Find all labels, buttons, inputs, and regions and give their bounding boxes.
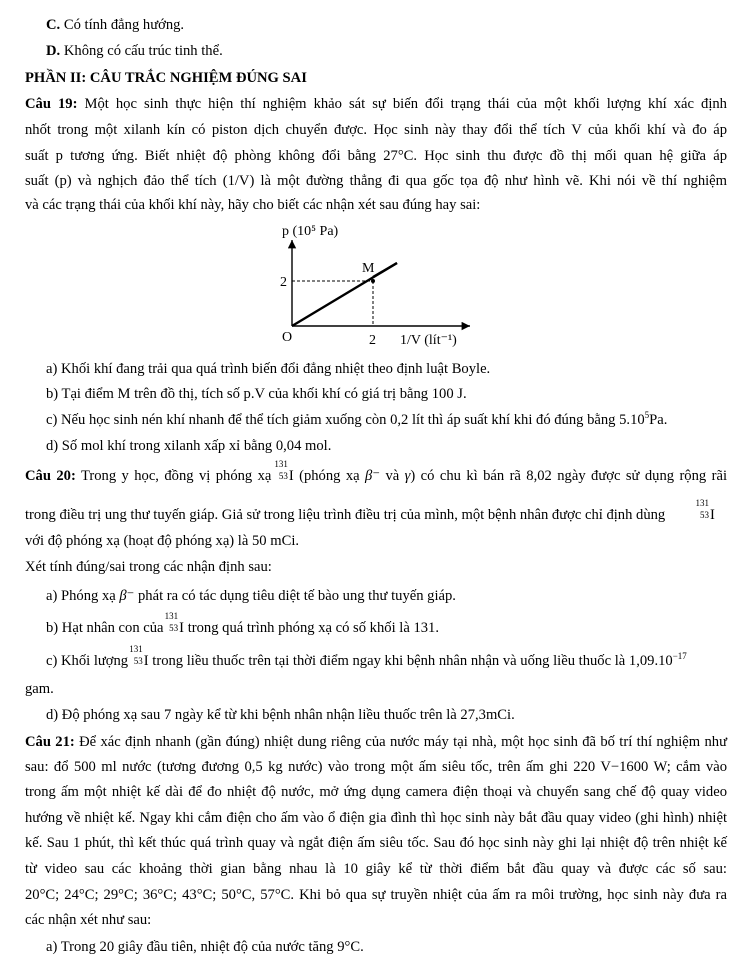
q21-mass-value: 0,5 kg (244, 759, 283, 775)
iodine-131-isotope (129, 644, 144, 666)
q21-statement-a (46, 938, 364, 956)
q20-label: Câu 20: (25, 468, 76, 484)
q19-line-1 (25, 95, 727, 113)
q20-text-1a: Trong y học, đồng vị phóng xạ (75, 468, 277, 484)
line-segment-upper (373, 263, 397, 277)
q20-line-2: trong điều trị ung thư tuyến giáp. Giả sử trong liệu trình điều trị của mình, một bệnh nhân được chỉ định dùng (25, 507, 666, 523)
q21-line-5: kế. Sau 1 phút, thì kết thúc quá trình quay và ngắt điện ấm siêu tốc. Sau đó học sinh này ghi lại nhiệt độ trên nhiệt kế (25, 835, 727, 851)
q19-line-2: nhốt trong một xilanh kín có piston dịch chuyển được. Học sinh này thay đổi thể tích V của khối khí và đo áp (25, 122, 727, 138)
q20-statement-c (46, 644, 687, 670)
q20-text-1b: (phóng xạ (293, 468, 366, 484)
q21-line-4: hướng về nhiệt kế. Ngay khi cắm điện cho ấm vào ổ điện gia đình thì học sinh này bắt đầu quay video (ghi hình) nhiệt (25, 810, 727, 826)
q21-line-3: trong ấm một nhiệt kế dài để đo nhiệt độ nước, mở ứng dụng camera điện thoại và chuyển sang chế độ quay video (25, 784, 727, 800)
option-c-text: Có tính đẳng hướng. (60, 17, 185, 33)
point-m (371, 279, 375, 283)
isotope-symbol: I (143, 653, 149, 669)
q20-text-1c: và (380, 468, 405, 484)
q19-d-value: 0,04 mol (275, 438, 328, 454)
q19-statement-a: a) Khối khí đang trải qua quá trình biến đổi đẳng nhiệt theo định luật Boyle. (46, 361, 491, 377)
option-d-label: D. (46, 43, 61, 59)
q21-line-6: từ video sau các khoảng thời gian bằng nhau là 10 giây kể từ thời điểm bắt đầu quay và được các số sau: (25, 861, 727, 877)
q20-line-3 (25, 532, 299, 550)
q21-text-2b: nước) vào trong một ấm siêu tốc, trên ấm ghi (282, 759, 574, 775)
isotope-atomic-number: 53 (169, 623, 179, 633)
q20-intro: Xét tính đúng/sai trong các nhận định sau: (25, 559, 272, 575)
q19-line-4: suất (p) và nghịch đảo thể tích (1/V) là một đường thẳng đi qua gốc tọa độ như hình vẽ. Khi nói về thí nghiệm (25, 173, 727, 189)
origin-label: O (282, 330, 293, 345)
q21-temperature-readings: 20°C; 24°C; 29°C; 36°C; 43°C; 50°C, 57°C (25, 887, 291, 903)
isotope-mass: 131 (274, 459, 288, 469)
q19-c-unit: Pa. (649, 412, 668, 428)
q19-d-end: . (327, 438, 332, 454)
isotope-mass: 131 (164, 611, 179, 621)
q20-d-value: 27,3mCi (460, 707, 512, 723)
q21-a-text: a) Trong 20 giây đầu tiên, nhiệt độ của nước tăng (46, 939, 338, 955)
q21-line-8: các nhận xét như sau: (25, 912, 152, 928)
beta-minus-symbol: β⁻ (365, 468, 381, 484)
q19-statement-c (46, 411, 667, 429)
option-c (46, 16, 184, 34)
q19-text-3a: suất p tương ứng. Biết nhiệt độ phòng không đổi bằng (25, 148, 384, 164)
x-tick-label: 2 (369, 333, 376, 348)
q19-c-text: c) Nếu học sinh nén khí nhanh để thể tích giảm xuống còn 0,2 lít thì áp suất khí khi đó đúng bằng (46, 412, 620, 428)
q20-c-value: 1,09.10 (628, 653, 673, 669)
y-tick-label: 2 (280, 275, 287, 290)
q20-line-1 (25, 459, 727, 485)
section-title: PHẦN II: CÂU TRẮC NGHIỆM ĐÚNG SAI (25, 70, 307, 86)
q21-text-2a: sau: đổ 500 ml nước (tương đương (25, 759, 245, 775)
iodine-131-isotope (164, 611, 179, 633)
q21-line-7 (25, 886, 727, 904)
option-c-label: C. (46, 17, 61, 33)
x-axis-label: 1/V (lít⁻¹) (400, 333, 457, 348)
q20-statement-b (46, 611, 439, 637)
q21-line-2 (25, 758, 727, 776)
iodine-131-isotope (695, 498, 710, 520)
q21-text-7b: . Khi bỏ qua sự truyền nhiệt của ấm ra môi trường, học sinh này đưa ra (290, 887, 727, 903)
q20-a-text: a) Phóng xạ (46, 588, 120, 604)
option-d-text: Không có cấu trúc tinh thể. (60, 43, 223, 59)
p-vs-inverse-volume-graph (270, 220, 510, 350)
isotope-symbol: I (179, 620, 185, 636)
q21-text-1: Để xác định nhanh (gần đúng) nhiệt dung riêng của nước máy tại nhà, một học sinh đã bố trí thí nghiệm như (74, 734, 727, 750)
q21-a-end: . (360, 939, 364, 955)
q20-text-1d: ) có chu kì bán rã 8,02 ngày được sử dụng rộng rãi (410, 468, 727, 484)
q20-d-end: . (511, 707, 515, 723)
q20-c-text: c) Khối lượng (46, 653, 132, 669)
q21-text-2c: ; cắm vào (666, 759, 727, 775)
q20-c-unit: gam. (25, 681, 54, 697)
point-m-label: M (362, 261, 375, 276)
q20-line-2-isotope (695, 498, 715, 524)
q19-c-exponent: 5 (644, 410, 650, 421)
isotope-atomic-number: 53 (700, 510, 709, 520)
isotope-symbol: I (288, 468, 294, 484)
q19-text-3b: . Học sinh thu được đồ thị mối quan hệ giữa áp (413, 148, 727, 164)
isotope-atomic-number: 53 (133, 656, 143, 666)
isotope-mass: 131 (695, 498, 709, 508)
isotope-symbol: I (710, 507, 715, 523)
q19-d-text: d) Số mol khí trong xilanh xấp xỉ bằng (46, 438, 276, 454)
q20-b-text: b) Hạt nhân con của (46, 620, 168, 636)
q19-c-value: 5.10 (619, 412, 645, 428)
y-axis-label: p (10⁵ Pa) (282, 224, 339, 239)
q19-statement-d (46, 437, 331, 455)
q21-a-value: 9°C (337, 939, 361, 955)
q20-activity-value: 50 mCi (252, 533, 296, 549)
q20-text-3b: . (295, 533, 300, 549)
isotope-mass: 131 (129, 644, 143, 654)
q20-text-3a: với độ phóng xạ (hoạt độ phóng xạ) là (25, 533, 252, 549)
q19-statement-b: b) Tại điểm M trên đồ thị, tích số p.V của khối khí có giá trị bằng 100 J. (46, 386, 467, 402)
q20-d-text: d) Độ phóng xạ sau 7 ngày kể từ khi bệnh nhân nhận liều thuốc trên là (46, 707, 461, 723)
q20-statement-d (46, 706, 515, 724)
q20-c-exponent: −17 (672, 651, 687, 662)
q19-label: Câu 19: (25, 96, 78, 112)
q21-kettle-rating: 220 V−1600 W (573, 759, 667, 775)
option-d (46, 42, 223, 60)
q20-c-mid: trong liều thuốc trên tại thời điểm ngay khi bệnh nhân nhận và uống liều thuốc là (148, 653, 629, 669)
q20-b-post: trong quá trình phóng xạ có số khối là 131. (184, 620, 439, 636)
q19-line-5: và các trạng thái của khối khí này, hãy cho biết các nhận xét sau đúng hay sai: (25, 197, 481, 213)
iodine-131-isotope (274, 459, 289, 481)
q19-text-1: Một học sinh thực hiện thí nghiệm khảo sát sự biến đổi trạng thái của một khối lượng khí xác định (77, 96, 727, 112)
beta-minus-symbol: β⁻ (119, 588, 135, 604)
q20-a-post: phát ra có tác dụng tiêu diệt tế bào ung thư tuyến giáp. (134, 588, 456, 604)
q19-temperature: 27°C (383, 148, 414, 164)
q20-statement-a (46, 587, 456, 605)
q19-line-3 (25, 147, 727, 165)
isotope-atomic-number: 53 (278, 471, 288, 481)
q21-line-1 (25, 733, 727, 751)
gamma-symbol: γ (404, 468, 411, 484)
q21-label: Câu 21: (25, 734, 75, 750)
